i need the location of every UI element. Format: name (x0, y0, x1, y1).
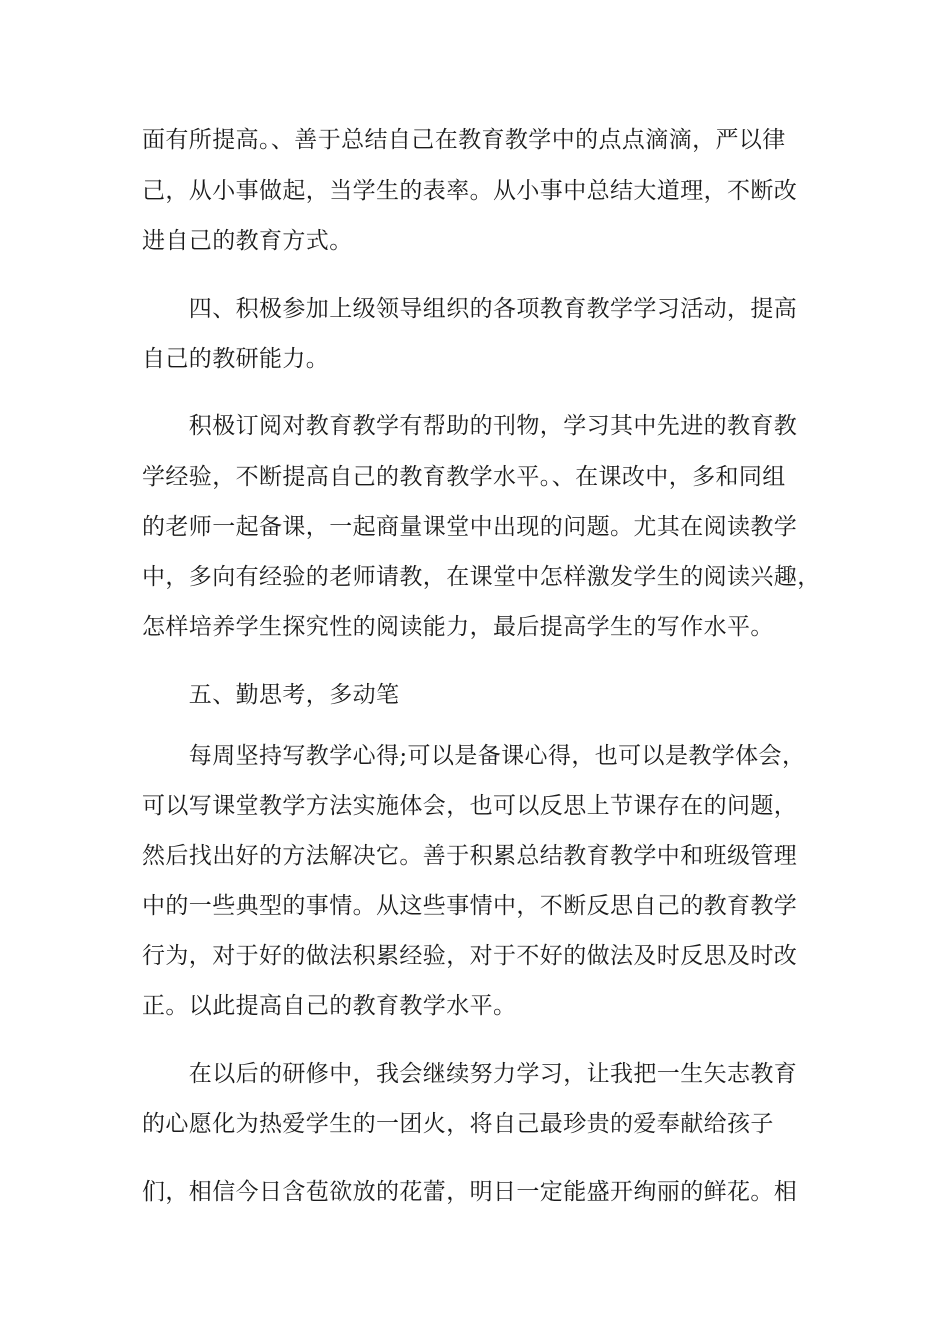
section-heading-4: 四、积极参加上级领导组织的各项教育教学学习活动，提高 (142, 296, 798, 322)
text-line: 学经验，不断提高自己的教育教学水平。、在课改中，多和同组 (142, 464, 786, 490)
text-line: 自己的教研能力。 (142, 346, 330, 372)
text-line: 行为，对于好的做法积累经验，对于不好的做法及时反思及时改 (142, 943, 798, 969)
text-line: 积极订阅对教育教学有帮助的刊物，学习其中先进的教育教 (142, 413, 798, 439)
text-line: 们，相信今日含苞欲放的花蕾，明日一定能盛开绚丽的鲜花。相 (142, 1179, 798, 1205)
text-line: 在以后的研修中，我会继续努力学习，让我把一生矢志教育 (142, 1061, 798, 1087)
text-line: 正。以此提高自己的教育教学水平。 (142, 993, 517, 1019)
text-line: 面有所提高。、善于总结自己在教育教学中的点点滴滴，严以律 (142, 127, 786, 153)
text-line: 每周坚持写教学心得;可以是备课心得，也可以是教学体会， (142, 743, 806, 769)
text-line: 进自己的教育方式。 (142, 228, 353, 254)
text-line: 中的一些典型的事情。从这些事情中，不断反思自己的教育教学 (142, 893, 798, 919)
text-line: 己，从小事做起，当学生的表率。从小事中总结大道理，不断改 (142, 178, 798, 204)
text-line: 中，多向有经验的老师请教，在课堂中怎样激发学生的阅读兴趣， (142, 564, 821, 590)
text-line: 然后找出好的方法解决它。善于积累总结教育教学中和班级管理 (142, 843, 798, 869)
text-line: 怎样培养学生探究性的阅读能力，最后提高学生的写作水平。 (142, 614, 774, 640)
text-line: 可以写课堂教学方法实施体会，也可以反思上节课存在的问题， (142, 793, 798, 819)
section-heading-5: 五、勤思考，多动笔 (142, 682, 400, 708)
text-line: 的老师一起备课，一起商量课堂中出现的问题。尤其在阅读教学 (142, 514, 798, 540)
text-line: 的心愿化为热爱学生的一团火，将自己最珍贵的爱奉献给孩子 (142, 1111, 774, 1137)
